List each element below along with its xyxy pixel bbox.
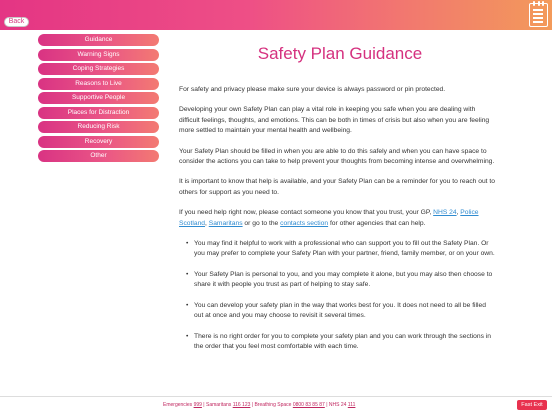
intro-paragraph: Developing your own Safety Plan can play a vital role in keeping you safe when you are dealing with difficult feelings, thoughts, and emotions. This can be both in times of crisis but also when you are feeling more settled to maintain your mental health and wellbeing. — [179, 106, 490, 135]
nhs24-number[interactable]: 111 — [347, 402, 356, 408]
contacts-section-link[interactable]: contacts section — [280, 219, 329, 227]
separator: , — [205, 219, 209, 227]
sidebar-item-guidance[interactable]: Guidance — [38, 34, 159, 46]
list-item: • Your Safety Plan is personal to you, and you may complete it alone, but you may also then choose to share it with people you trust as part of helping to stay safe. — [189, 270, 497, 291]
sidebar-item-reasons-to-live[interactable]: Reasons to Live — [38, 78, 159, 90]
page-title: Safety Plan Guidance — [257, 44, 423, 63]
helpline-footer — [0, 396, 552, 414]
guidance-content — [179, 85, 497, 362]
help-now-text: or go to the — [242, 219, 281, 227]
sidebar-item-coping-strategies[interactable]: Coping Strategies — [38, 63, 159, 75]
help-now-paragraph — [179, 208, 497, 229]
breathing-space-number[interactable]: 0800 83 85 87 — [292, 402, 325, 408]
sidebar-item-supportive-people[interactable]: Supportive People — [38, 92, 159, 104]
sidebar-item-recovery[interactable]: Recovery — [38, 136, 159, 148]
sidebar-item-other[interactable]: Other — [38, 150, 159, 162]
samaritans-number[interactable]: 116 123 — [232, 402, 251, 408]
samaritans-link[interactable]: Samaritans — [208, 219, 243, 227]
sidebar-item-reducing-risk[interactable]: Reducing Risk — [38, 121, 159, 133]
back-button[interactable]: Back — [4, 17, 29, 27]
guidance-bullet-list — [179, 239, 497, 352]
help-now-text: for other agencies that can help. — [328, 219, 426, 227]
nhs24-link[interactable]: NHS 24 — [433, 209, 457, 217]
separator: , — [456, 209, 461, 217]
notepad-icon[interactable] — [529, 3, 548, 27]
list-item: • You can develop your safety plan in the way that works best for you. It does not need to all be filled out at once and you may choose to revisit it several times. — [189, 301, 497, 322]
privacy-paragraph: For safety and privacy please make sure your device is always password or pin protected. — [179, 86, 446, 93]
police-scotland-link[interactable]: Police Scotland — [179, 209, 479, 227]
breathing-space-label: | Breathing Space — [250, 402, 293, 408]
samaritans-label: | Samaritans — [201, 402, 233, 408]
helpline-numbers — [163, 402, 355, 408]
when-to-fill-paragraph: Your Safety Plan should be filled in when you are able to do this safely and when you can have space to consider the actions you can take to help prevent your thoughts from becoming intense and overwhelming. — [179, 147, 495, 166]
sidebar-item-warning-signs[interactable]: Warning Signs — [38, 49, 159, 61]
list-item: • There is no right order for you to complete your safety plan and you can work through the sections in the order that you feel most comfortable with each time. — [189, 332, 497, 353]
emergencies-label: Emergencies — [163, 402, 194, 408]
emergencies-number[interactable]: 999 — [193, 402, 202, 408]
list-item: • You may find it helpful to work with a professional who can support you to fill out the Safety Plan. Or you may prefer to complete your Safety Plan with your partner, friend, family member, or on your own. — [189, 239, 497, 260]
nhs24-label: | NHS 24 — [324, 402, 348, 408]
help-available-paragraph: It is important to know that help is available, and your Safety Plan can be a reminder for you to reach out to others for support as you need to. — [179, 178, 495, 196]
sidebar-item-places-for-distraction[interactable]: Places for Distraction — [38, 107, 159, 119]
sidebar-nav — [38, 34, 159, 165]
fast-exit-button[interactable]: Fast Exit — [517, 400, 547, 410]
help-now-text: If you need help right now, please contact someone you know that you trust, your GP, — [179, 209, 434, 217]
app-header — [0, 0, 552, 30]
